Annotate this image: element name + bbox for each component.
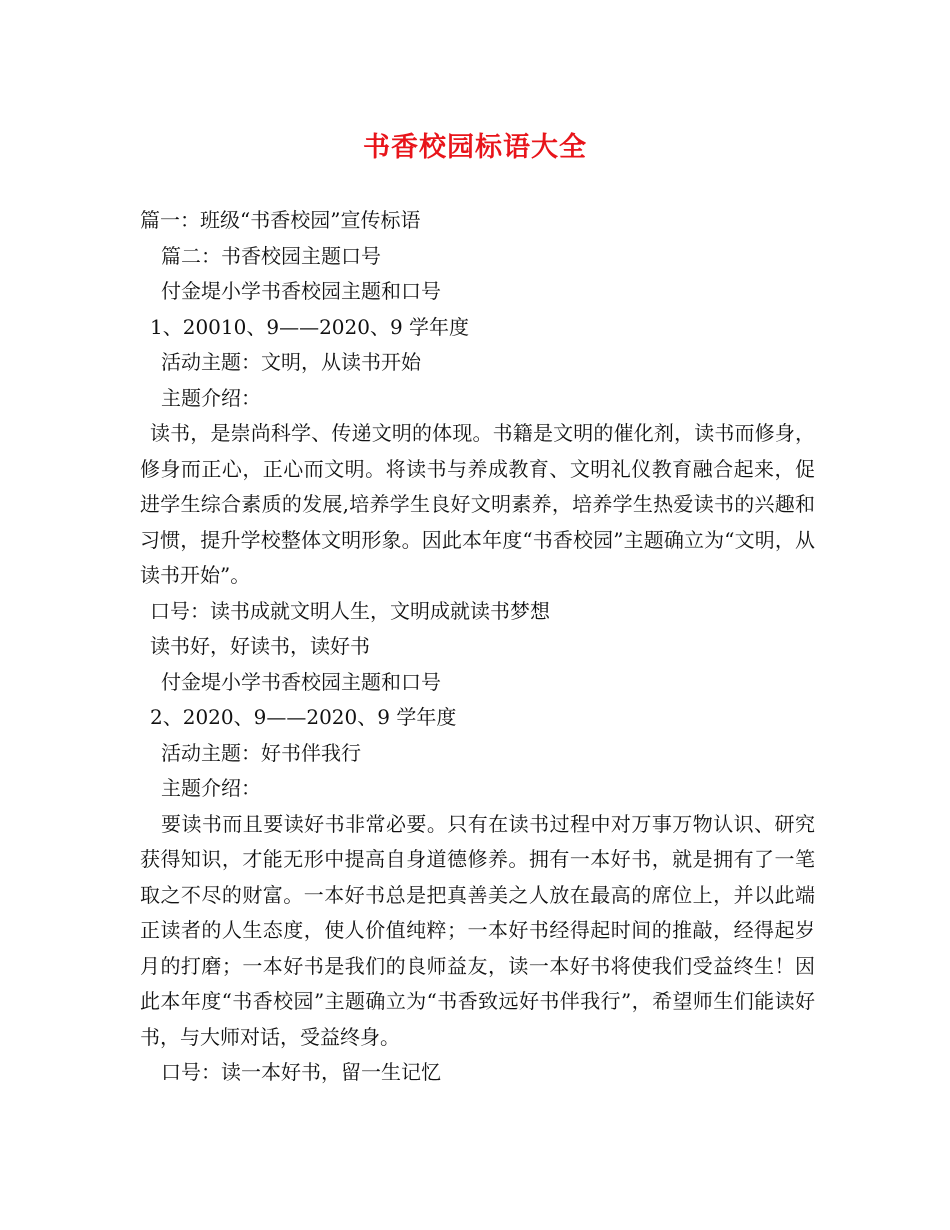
line-year-2: 2、2020、9——2020、9 学年度: [150, 705, 457, 729]
document-title: 书香校园标语大全: [363, 132, 587, 163]
line-school-theme-1: 付金堤小学书香校园主题和口号: [161, 279, 441, 303]
line-intro-label-2: 主题介绍：: [161, 776, 261, 800]
paragraph-intro-2: 要读书而且要读好书非常必要。只有在读书过程中对万事万物认识、研究获得知识，才能无形中提高自身道德修养。拥有一本好书，就是拥有了一笔取之不尽的财富。一本好书总是把真善美之人放在最高的席位上，并以此端正读者的人生态度，使人价值纯粹；一本好书经得起时间的推敲，经得起岁月的打磨；一本好书是我们的良师益友，读一本好书将使我们受益终生！因此本年度“书香校园”主题确立为“书香致远好书伴我行”，希望师生们能读好书，与大师对话，受益终身。: [140, 811, 815, 1049]
line-slogan-2: 口号：读一本好书，留一生记忆: [161, 1060, 441, 1084]
paragraph-intro-1: 读书，是崇尚科学、传递文明的体现。书籍是文明的催化剂，读书而修身，修身而正心，正心而文明。将读书与养成教育、文明礼仪教育融合起来，促进学生综合素质的发展,培养学生良好文明素养，培养学生热爱读书的兴趣和习惯，提升学校整体文明形象。因此本年度“书香校园”主题确立为“文明，从读书开始”。: [140, 421, 815, 587]
line-part-one: 篇一：班级“书香校园”宣传标语: [140, 208, 421, 232]
line-slogan-1: 口号：读书成就文明人生，文明成就读书梦想: [150, 598, 550, 623]
line-part-two: 篇二：书香校园主题口号: [161, 243, 381, 268]
line-slogan-1b: 读书好，好读书，读好书: [150, 634, 370, 658]
line-activity-theme-1: 活动主题：文明，从读书开始: [161, 350, 421, 374]
line-activity-theme-2: 活动主题：好书伴我行: [161, 740, 361, 765]
line-intro-label-1: 主题介绍：: [161, 385, 261, 410]
line-school-theme-2: 付金堤小学书香校园主题和口号: [161, 669, 441, 694]
line-year-1: 1、20010、9——2020、9 学年度: [150, 314, 470, 339]
document-body: [140, 203, 815, 1091]
